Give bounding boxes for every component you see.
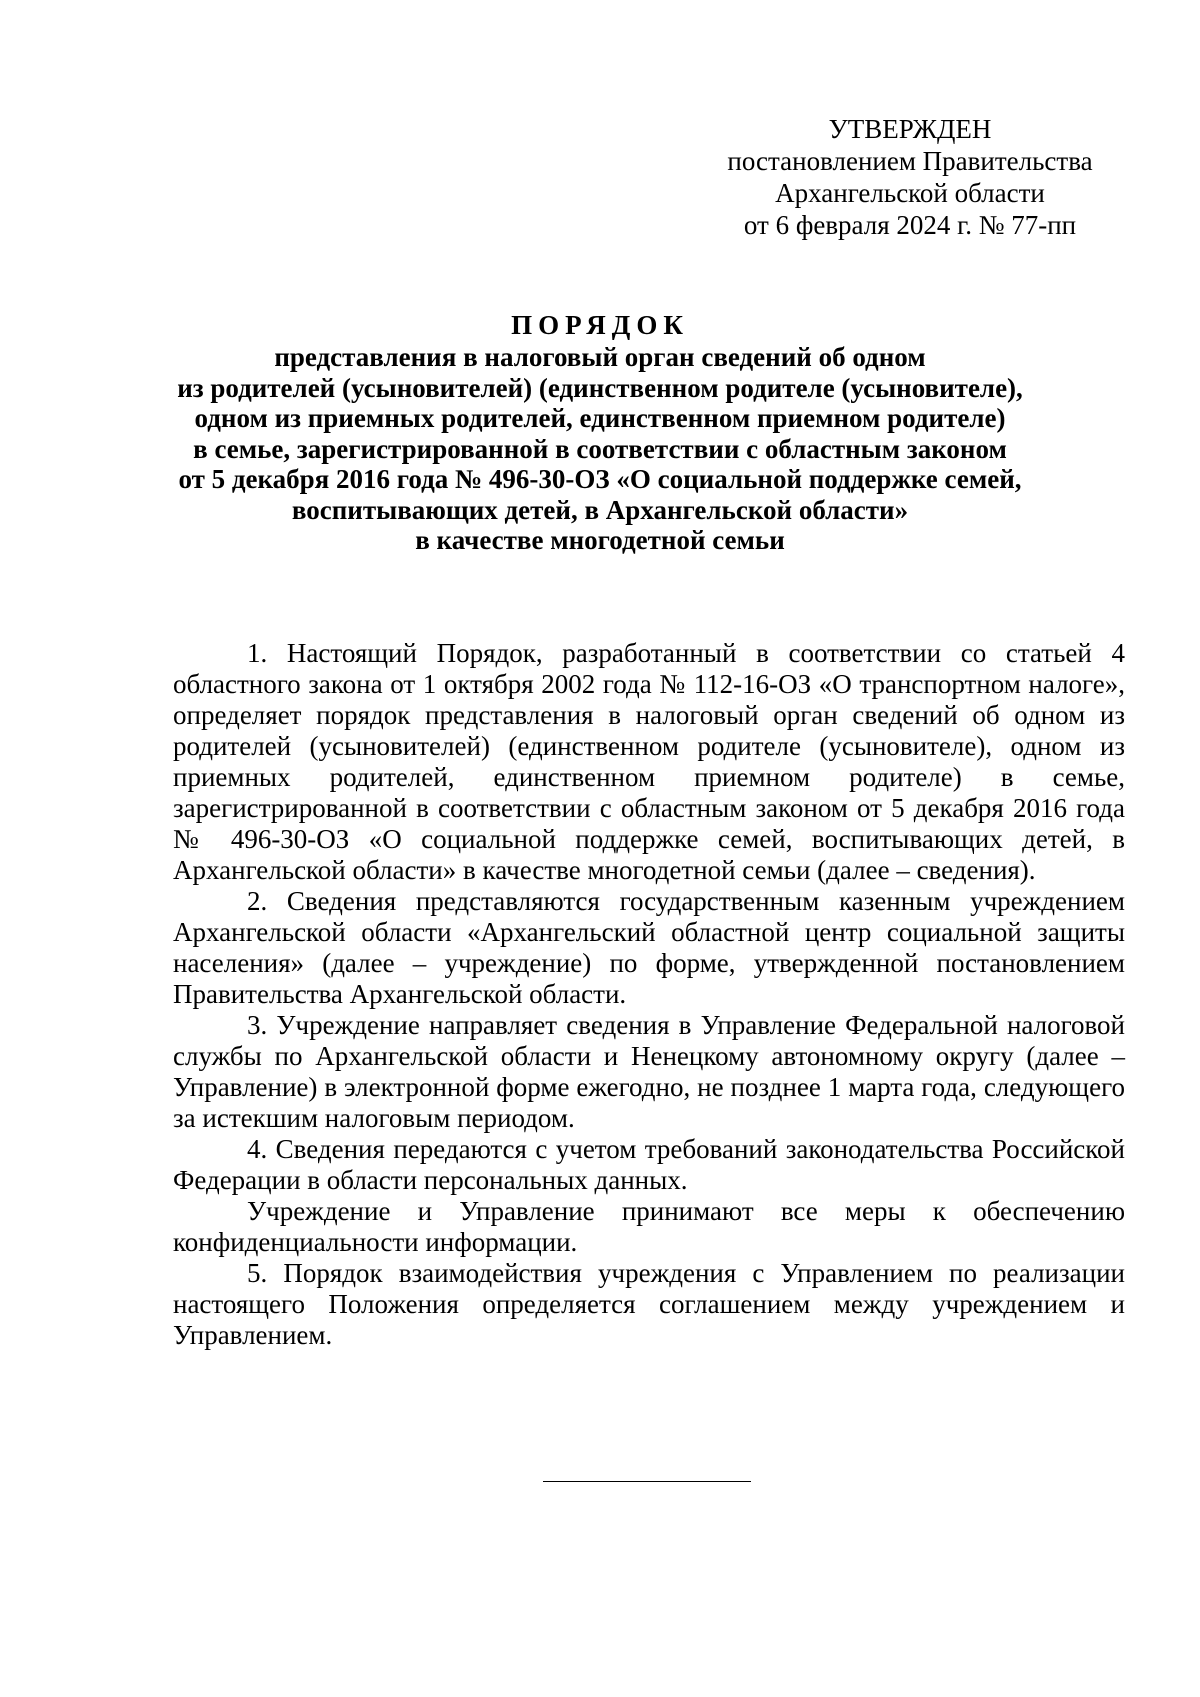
paragraph-4: 4. Сведения передаются с учетом требований законодательства Российской Федерации в области персональных данных.: [173, 1134, 1125, 1195]
document-subtitle-line: в семье, зарегистрированной в соответствии с областным законом: [193, 433, 1007, 464]
approval-by-resolution: постановлением Правительства: [727, 146, 1093, 176]
paragraph-1: 1. Настоящий Порядок, разработанный в соответствии со статьей 4 областного закона от 1 октября 2002 года № 112-16-ОЗ «О транспортном налоге», определяет порядок представления в налоговый орган сведений об одном из родителей (усыновителей) (единственном родителе (усыновителе), одном из приемных родителей, единственном приемном родителе) в семье, зарегистрированной в соответствии с областным законом от 5 декабря 2016 года № 496-30-ОЗ «О социальной поддержке семей, воспитывающих детей, в Архангельской области» в качестве многодетной семьи (далее – сведения).: [173, 638, 1125, 885]
document-subtitle-line: от 5 декабря 2016 года № 496-30-ОЗ «О социальной поддержке семей,: [178, 464, 1022, 494]
document-subtitle-line: в качестве многодетной семьи: [415, 525, 785, 555]
paragraph-5: 5. Порядок взаимодействия учреждения с Управлением по реализации настоящего Положения определяется соглашением между учреждением и Управлением.: [173, 1258, 1125, 1350]
approval-date-number: от 6 февраля 2024 г. № 77-пп: [743, 210, 1077, 240]
approval-heading: УТВЕРЖДЕН: [828, 114, 992, 144]
document-title: ПОРЯДОК: [511, 310, 689, 340]
approval-region: Архангельской области: [775, 178, 1045, 208]
document-subtitle-line: представления в налоговый орган сведений об одном: [274, 342, 926, 372]
document-subtitle-line: из родителей (усыновителей) (единственном родителе (усыновителе),: [177, 372, 1023, 403]
document-subtitle-line: воспитывающих детей, в Архангельской области»: [291, 494, 909, 525]
document-title-block: [150, 308, 1050, 556]
paragraph-4-continued: Учреждение и Управление принимают все меры к обеспечению конфиденциальности информации.: [173, 1196, 1125, 1257]
paragraph-2: 2. Сведения представляются государственным казенным учреждением Архангельской области «Архангельский областной центр социальной защиты населения» (далее – учреждение) по форме, утвержденной постановлением Правительства Архангельской области.: [173, 886, 1125, 1009]
document-body: [173, 638, 1125, 1351]
document-subtitle-line: одном из приемных родителей, единственном приемном родителе): [194, 403, 1006, 433]
paragraph-3: 3. Учреждение направляет сведения в Управление Федеральной налоговой службы по Архангельской области и Ненецкому автономному округу (далее – Управление) в электронной форме ежегодно, не позднее 1 марта года, следующего за истекшим налоговым периодом.: [173, 1010, 1125, 1133]
approval-stamp-block: [715, 113, 1105, 241]
end-of-document-rule: [543, 1481, 751, 1482]
